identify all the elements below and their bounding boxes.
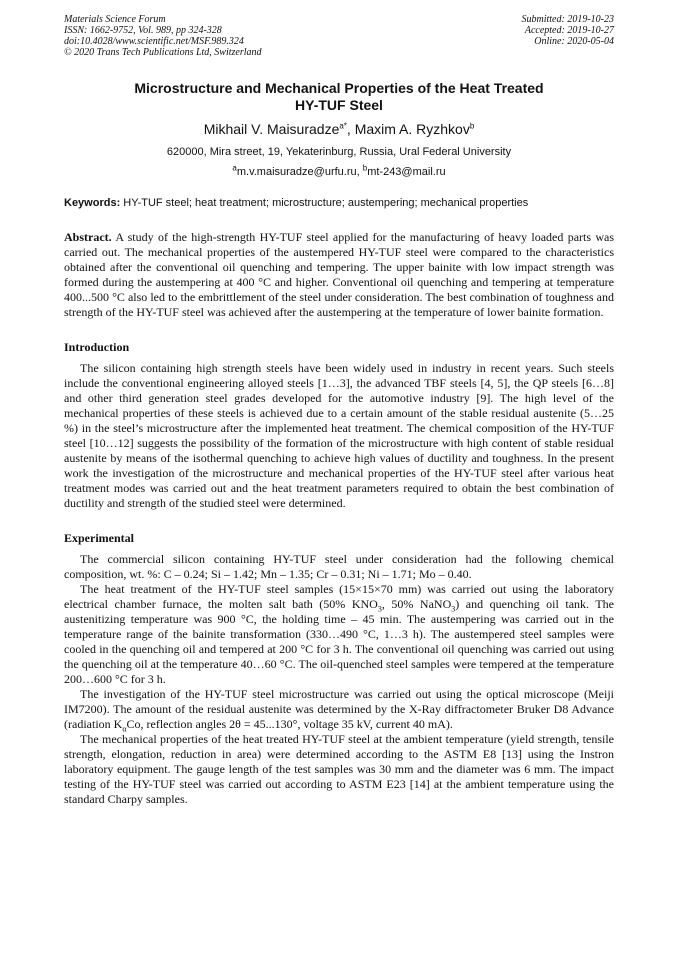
paper-title xyxy=(64,80,614,114)
paper-page xyxy=(64,14,614,807)
email-b[interactable]: mt-243@mail.ru xyxy=(367,166,446,178)
experimental-paragraph-heat-treatment xyxy=(64,582,614,687)
experimental-paragraph-mechanical: The mechanical properties of the heat treated HY-TUF steel at the ambient temperature (yield strength, tensile strength, elongation, reduction in area) were determined according to the ASTM E8 [13] using the Instron laboratory equipment. The gauge length of the test samples was 30 mm and the diameter was 6 mm. The impact testing of the HY-TUF steel was carried out according to ASTM E23 [14] at the ambient temperature using the standard Charpy samples. xyxy=(64,732,614,806)
subscript: α xyxy=(122,724,127,734)
author-separator: , xyxy=(346,121,355,137)
abstract-label: Abstract. xyxy=(64,230,112,244)
abstract-text: A study of the high-strength HY-TUF steel applied for the manufacturing of heavy loaded parts was carried out. The mechanical properties of the austempered HY-TUF steel were compared to the characteristics obtained after the conventional oil quenching and tempering. The upper bainite with low impact strength was formed during the austempering at 400 °C and higher. Conventional oil quenching and tempering at temperature 400...500 °C also led to the embrittlement of the steel under consideration. The best combination of toughness and strength of the HY-TUF steel was achieved after the austempering at the temperature of lower bainite formation. xyxy=(64,230,614,319)
journal-header xyxy=(64,14,614,58)
header-right xyxy=(522,14,615,58)
keywords-text: HY-TUF steel; heat treatment; microstructure; austempering; mechanical properties xyxy=(120,197,529,209)
submitted-date: Submitted: 2019-10-23 xyxy=(521,14,614,25)
affiliation: 620000, Mira street, 19, Yekaterinburg, Russia, Ural Federal University xyxy=(166,146,512,158)
text-run: , 50% NaNO xyxy=(381,597,452,611)
introduction-paragraph: The silicon containing high strength steels have been widely used in industry in recent years. Such steels include the conventional engineering alloyed steels [1…3], the advanced TBF steels [4, 5], the QP steels [6…8] and other third generation steel grades developed for the automotive industry [9]. The high level of the mechanical properties of these steels is achieved due to a certain amount of the stable residual austenite (5…25 %) in the steel’s microstructure after the implemented heat treatment. The chemical composition of the HY-TUF steel [10…12] suggests the possibility of the formation of the microstructure with high content of stable residual austenite by means of the isothermal quenching to achieve high values of ductility and toughness. In the present work the investigation of the microstructure and mechanical properties of the HY-TUF steel after various heat treatment modes was carried out and the heat treatment parameters required to obtain the best combination of ductility and strength of the studied steel were determined. xyxy=(64,361,614,510)
author-1: Mikhail V. Maisuradze xyxy=(203,121,340,137)
title-line-1: Microstructure and Mechanical Properties of the Heat Treated xyxy=(134,80,544,96)
copyright: © 2020 Trans Tech Publications Ltd, Switzerland xyxy=(64,47,262,58)
author-list xyxy=(64,120,614,138)
header-left xyxy=(64,14,262,58)
text-run: ) and quenching oil tank. The austenitizing temperature was 900 °C, the holding time – 45 min. The austempering was carried out in the temperature range of the bainite transformation (330…490 °C, 1…3 h). The austempered steel samples were cooled in the quenching oil and tempered at 200 °C for 3 h. The conventional oil quenching was carried out using the quenching oil at the temperature 40…60 °C. The oil-quenched steel samples were tempered at the temperature 200…600 °C for 3 h. xyxy=(64,597,615,686)
title-line-2: HY-TUF Steel xyxy=(295,97,383,113)
email-a[interactable]: m.v.maisuradze@urfu.ru, xyxy=(236,166,363,178)
text-run: The investigation of the HY-TUF steel microstructure was carried out using the optical microscope (Meiji IM7200). The amount of the residual austenite was determined by the X-Ray diffractometer Bruker D8 Advance (radiation K xyxy=(64,687,614,731)
issn: ISSN: 1662-9752, Vol. 989, pp 324-328 xyxy=(64,25,222,36)
email-a-mark: a xyxy=(232,163,237,173)
experimental-heading: Experimental xyxy=(64,531,134,545)
journal-name: Materials Science Forum xyxy=(64,14,166,25)
author-2-affil-mark: b xyxy=(469,121,475,131)
subscript: 3 xyxy=(451,604,456,614)
accepted-date: Accepted: 2019-10-27 xyxy=(524,25,614,36)
subscript: 3 xyxy=(377,604,382,614)
experimental-paragraph-microstructure xyxy=(64,687,614,732)
online-date: Online: 2020-05-04 xyxy=(534,36,614,47)
keywords xyxy=(64,196,614,210)
email-b-mark: b xyxy=(362,163,368,173)
introduction-heading: Introduction xyxy=(64,340,130,354)
abstract xyxy=(64,230,614,320)
text-run: The heat treatment of the HY-TUF steel samples (15×15×70 mm) was carried out using the laboratory electrical chamber furnace, the molten salt bath (50% KNO xyxy=(64,582,614,611)
author-2: Maxim A. Ryzhkov xyxy=(354,121,470,137)
text-run: Co, reflection angles 2θ = 45...130°, voltage 35 kV, current 40 mA). xyxy=(126,717,453,731)
author-1-affil-mark: a* xyxy=(339,121,347,131)
doi[interactable]: doi:10.4028/www.scientific.net/MSF.989.324 xyxy=(64,36,244,47)
keywords-label: Keywords: xyxy=(64,197,121,209)
author-emails xyxy=(64,165,614,179)
experimental-paragraph-composition: The commercial silicon containing HY-TUF steel under consideration had the following chemical composition, wt. %: C – 0.24; Si – 1.42; Mn – 1.35; Cr – 0.31; Ni – 1.71; Mo – 0.40. xyxy=(64,552,614,581)
